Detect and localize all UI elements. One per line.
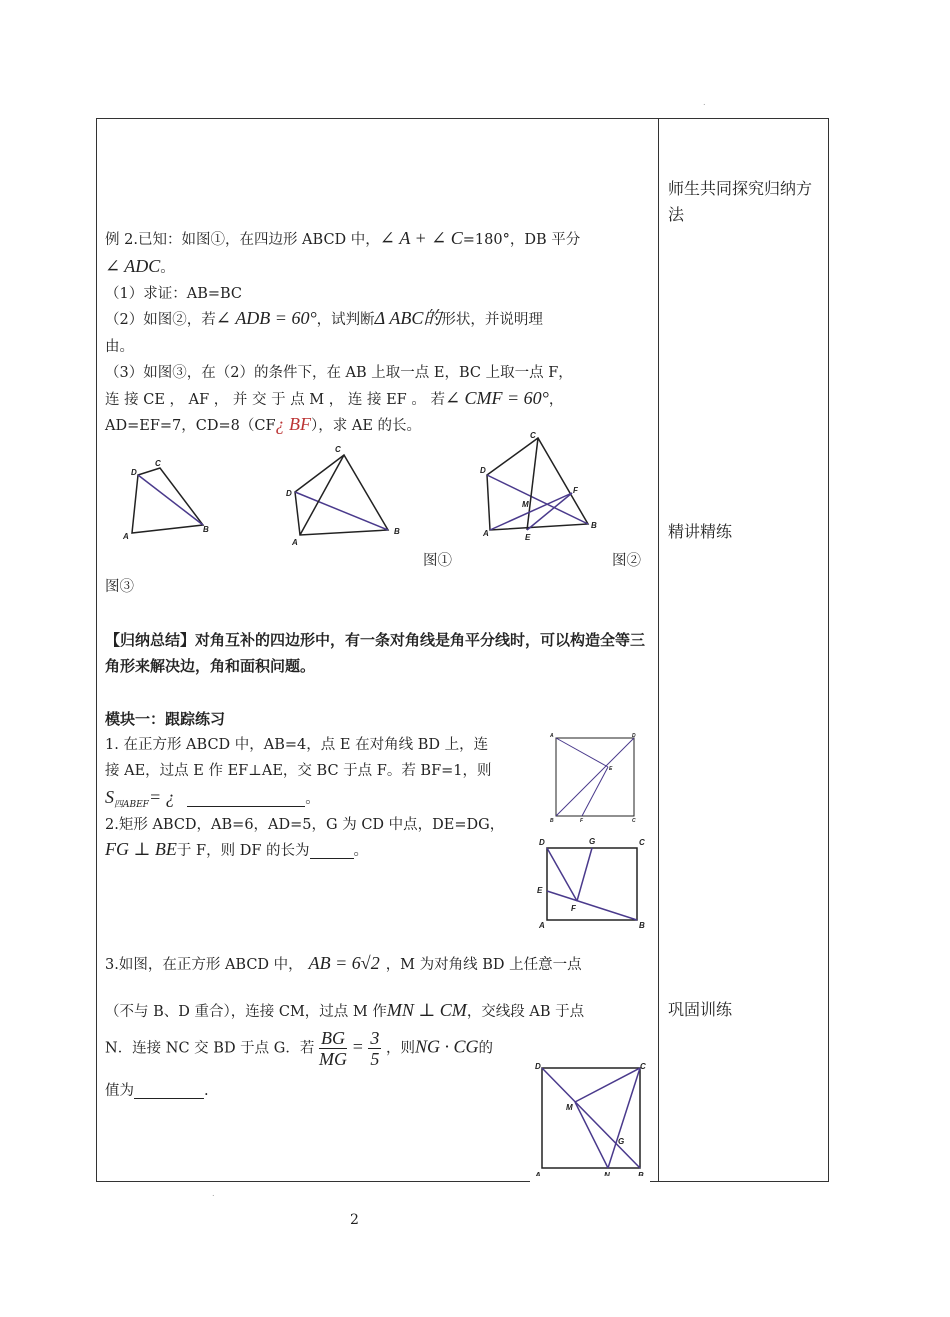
problem3-line3: N．连接 NC 交 BD 于点 G．若 $\frac{BG}{MG}$ = $\frac{3}{5}$ ，则NG · CG的: [105, 1028, 493, 1069]
svg-text:G: G: [618, 1137, 625, 1146]
example2-q3-line3: AD=EF=7，CD=8（CF¿ BF），求 AE 的长。: [105, 414, 422, 434]
example2-q1: （1）求证：AB=BC: [105, 286, 243, 302]
svg-text:C: C: [530, 431, 536, 440]
side-label-explain: 精讲精练: [668, 522, 733, 541]
svg-text:B: B: [203, 525, 209, 534]
problem1-line1: 1. 在正方形 ABCD 中，AB=4，点 E 在对角线 BD 上，连: [105, 737, 489, 753]
problem1-line3: $S_{四ABEF}=$ ¿ 。: [105, 787, 320, 810]
svg-text:D: D: [131, 468, 137, 477]
svg-text:A: A: [550, 733, 554, 739]
svg-text:C: C: [639, 838, 645, 847]
problem3-figure: [530, 1060, 652, 1182]
problem3-line2: （不与 B、D 重合），连接 CM，过点 M 作MN ⊥ CM，交线段 AB 于点: [105, 1000, 585, 1020]
svg-text:E: E: [537, 886, 543, 895]
svg-text:D: D: [480, 466, 486, 475]
fraction-bg-mg: $\frac{BG}{MG}$: [319, 1028, 347, 1069]
example2-line2: ∠ ADC。: [105, 256, 175, 276]
problem3-line1: 3.如图，在正方形 ABCD 中， AB = 6√2 ，M 为对角线 BD 上任意一点: [105, 953, 582, 973]
module-title: 模块一：跟踪练习: [105, 710, 226, 728]
svg-text:B: B: [394, 527, 400, 536]
example2-q3-line1: （3）如图③，在（2）的条件下，在 AB 上取一点 E，BC 上取一点 F，: [105, 365, 573, 381]
example2-line1: 例 2.已知：如图①，在四边形 ABCD 中，∠ A + ∠ C=180°，DB 平分: [105, 228, 581, 248]
fraction-3-5: $\frac{3}{5}$: [370, 1028, 380, 1069]
svg-text:A: A: [123, 532, 129, 541]
svg-text:D: D: [286, 489, 292, 498]
side-label-method: 师生共同探究归纳方法: [668, 179, 813, 224]
problem1-line2: 接 AE，过点 E 作 EF⊥AE，交 BC 于点 F。若 BF=1，则: [105, 763, 492, 779]
svg-text:D: D: [535, 1062, 541, 1071]
problem2-line2: FG ⊥ BE于 F，则 DF 的长为 。: [105, 839, 368, 859]
footer-mark: .: [212, 1189, 215, 1198]
problem2-figure: [533, 833, 648, 931]
svg-text:F: F: [573, 486, 578, 495]
svg-text:A: A: [292, 538, 298, 547]
svg-text:F: F: [571, 904, 576, 913]
svg-text:C: C: [640, 1062, 646, 1071]
svg-text:B: B: [550, 818, 554, 822]
example2-q2: （2）如图②，若∠ ADB = 60°，试判断Δ ABC的形状，并说明理: [105, 308, 543, 328]
figure-1: [115, 455, 225, 545]
fig2-label: 图②: [612, 553, 641, 569]
svg-text:M: M: [566, 1103, 573, 1112]
svg-text:E: E: [525, 533, 531, 542]
problem1-figure: [548, 730, 643, 822]
fig1-label: 图①: [423, 553, 452, 569]
svg-text:A: A: [483, 529, 489, 538]
example2-q3-line2: 连 接 CE ， AF ， 并 交 于 点 M ， 连 接 EF 。 若∠ CMF = 60°，: [105, 388, 564, 408]
svg-text:D: D: [632, 733, 636, 739]
svg-text:G: G: [589, 837, 596, 846]
problem2-line1: 2.矩形 ABCD，AB=6，AD=5，G 为 CD 中点，DE=DG，: [105, 817, 505, 833]
svg-text:C: C: [632, 818, 636, 822]
svg-text:C: C: [335, 445, 341, 454]
problem3-line4: 值为 .: [105, 1083, 209, 1099]
svg-text:D: D: [539, 838, 545, 847]
svg-text:B: B: [639, 921, 645, 930]
column-divider: [658, 118, 659, 1182]
summary: 【归纳总结】对角互补的四边形中，有一条对角线是角平分线时，可以构造全等三角形来解决边，角和面积问题。: [105, 631, 646, 675]
page-number: 2: [350, 1212, 359, 1228]
figure-2: [280, 440, 410, 550]
svg-text:C: C: [155, 459, 161, 468]
svg-text:F: F: [580, 818, 584, 822]
figure-3: [475, 430, 605, 545]
corner-mark: .: [703, 98, 706, 107]
example2-q2-end: 由。: [105, 339, 134, 355]
fig3-label: 图③: [105, 579, 134, 595]
image-overlap-mask: [530, 1176, 650, 1190]
svg-text:E: E: [609, 766, 613, 772]
svg-text:A: A: [539, 921, 545, 930]
side-label-consolidate: 巩固训练: [668, 1000, 733, 1019]
svg-text:B: B: [591, 521, 597, 530]
svg-text:M: M: [522, 500, 529, 509]
